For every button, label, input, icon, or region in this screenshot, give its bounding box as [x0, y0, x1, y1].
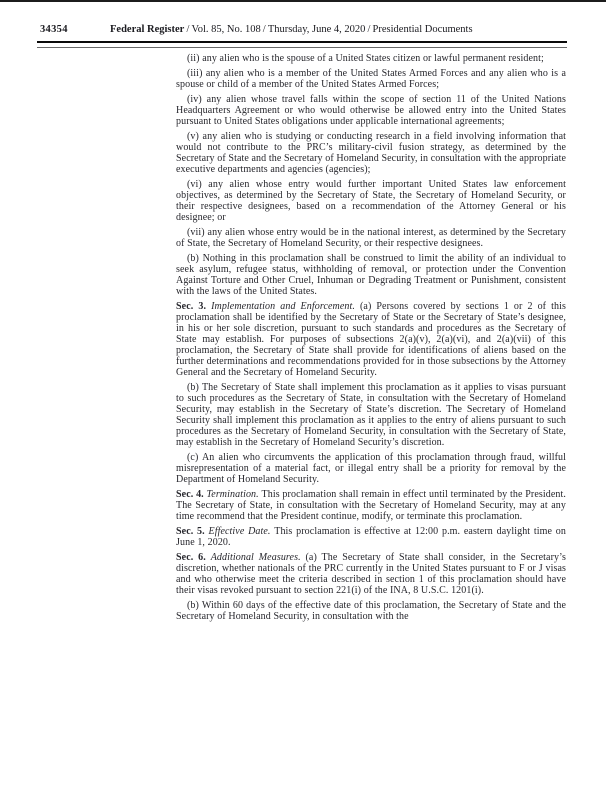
section-number: Sec. 3.	[176, 301, 212, 312]
body-paragraph: (ii) any alien who is the spouse of a United States citizen or lawful permanent resident;	[187, 53, 544, 64]
section-title: Additional Measures.	[210, 552, 306, 563]
document-body	[176, 53, 566, 626]
body-paragraph: (iv) any alien whose travel falls within the scope of section 11 of the United Nations Headquarters Agreement or who would otherwise be allowed entry into the United States pursuant to United States obligations under applicable international agreements;	[176, 94, 566, 127]
section-paragraph: Sec. 3. Implementation and Enforcement. (a) Persons covered by sections 1 or 2 of this proclamation shall be identified by the Secretary of State or the Secretary of State’s designee, in his or her sole discretion, pursuant to such standards and procedures as the Secretary of State may establish. For purposes of subsections 2(a)(v), 2(a)(vi), and 2(a)(vii) of this proclamation, the Secretary of State shall provide for identifications of aliens based on the further determinations and recommendations provided for in those subsections by the Attorney General and the Secretary of Homeland Security.	[176, 301, 566, 378]
section-paragraph: Sec. 6. Additional Measures. (a) The Secretary of State shall consider, in the Secretary’s discretion, whether nationals of the PRC currently in the United States pursuant to F or J visas and who otherwise meet the criteria described in section 1 of this proclamation should have their visas revoked pursuant to section 221(i) of the INA, 8 U.S.C. 1201(i).	[176, 552, 566, 596]
page-header	[40, 24, 567, 36]
body-paragraph: (vi) any alien whose entry would further important United States law enforcement objectives, as determined by the Secretary of State, the Secretary of Homeland Security, or their respective designees, based on a recommendation of the Attorney General or his designee; or	[176, 179, 566, 223]
section-number: Sec. 5.	[176, 526, 209, 537]
header-citation: / Vol. 85, No. 108 / Thursday, June 4, 2020 / Presidential Documents	[184, 24, 473, 35]
body-paragraph: (v) any alien who is studying or conducting research in a field involving information that would not contribute to the PRC’s military-civil fusion strategy, as determined by the Secretary of State and the Secretary of Homeland Security, in consultation with the appropriate executive departments and agencies (agencies);	[176, 131, 566, 175]
body-paragraph: (c) An alien who circumvents the application of this proclamation through fraud, willful misrepresentation of a material fact, or illegal entry shall be a priority for removal by the Department of Homeland Security.	[176, 452, 566, 485]
publication-name: Federal Register	[110, 24, 185, 35]
section-title: Termination.	[206, 489, 262, 500]
header-double-rule	[37, 41, 567, 48]
page-top-edge	[0, 0, 606, 2]
page-number: 34354	[40, 24, 68, 35]
body-paragraph: (b) The Secretary of State shall implement this proclamation as it applies to visas pursuant to such procedures as the Secretary of State, in consultation with the Secretary of Homeland Security, may establish in the Secretary of State’s discretion. The Secretary of Homeland Security shall implement this proclamation as it applies to the entry of aliens pursuant to such procedures as the Secretary of Homeland Security, in consultation with the Secretary of State, may establish in the Secretary of Homeland Security’s discretion.	[176, 382, 566, 448]
section-paragraph: Sec. 5. Effective Date. This proclamation is effective at 12:00 p.m. eastern daylight time on June 1, 2020.	[176, 526, 566, 548]
section-number: Sec. 6.	[176, 552, 211, 563]
body-paragraph: (iii) any alien who is a member of the United States Armed Forces and any alien who is a spouse or child of a member of the United States Armed Forces;	[176, 68, 566, 90]
body-paragraph: (b) Within 60 days of the effective date of this proclamation, the Secretary of State and the Secretary of Homeland Security, in consultation with the	[176, 600, 566, 622]
section-number: Sec. 4.	[176, 489, 207, 500]
section-title: Implementation and Enforcement.	[211, 301, 360, 312]
section-title: Effective Date.	[208, 526, 275, 537]
body-paragraph: (b) Nothing in this proclamation shall be construed to limit the ability of an individual to seek asylum, refugee status, withholding of removal, or protection under the Convention Against Torture and Other Cruel, Inhuman or Degrading Treatment or Punishment, consistent with the laws of the United States.	[176, 253, 566, 297]
section-paragraph: Sec. 4. Termination. This proclamation shall remain in effect until terminated by the President. The Secretary of State, in consultation with the Secretary of Homeland Security, may at any time recommend that the President continue, modify, or terminate this proclamation.	[176, 489, 566, 522]
body-paragraph: (vii) any alien whose entry would be in the national interest, as determined by the Secretary of State, the Secretary of Homeland Security, or their respective designees.	[176, 227, 566, 249]
